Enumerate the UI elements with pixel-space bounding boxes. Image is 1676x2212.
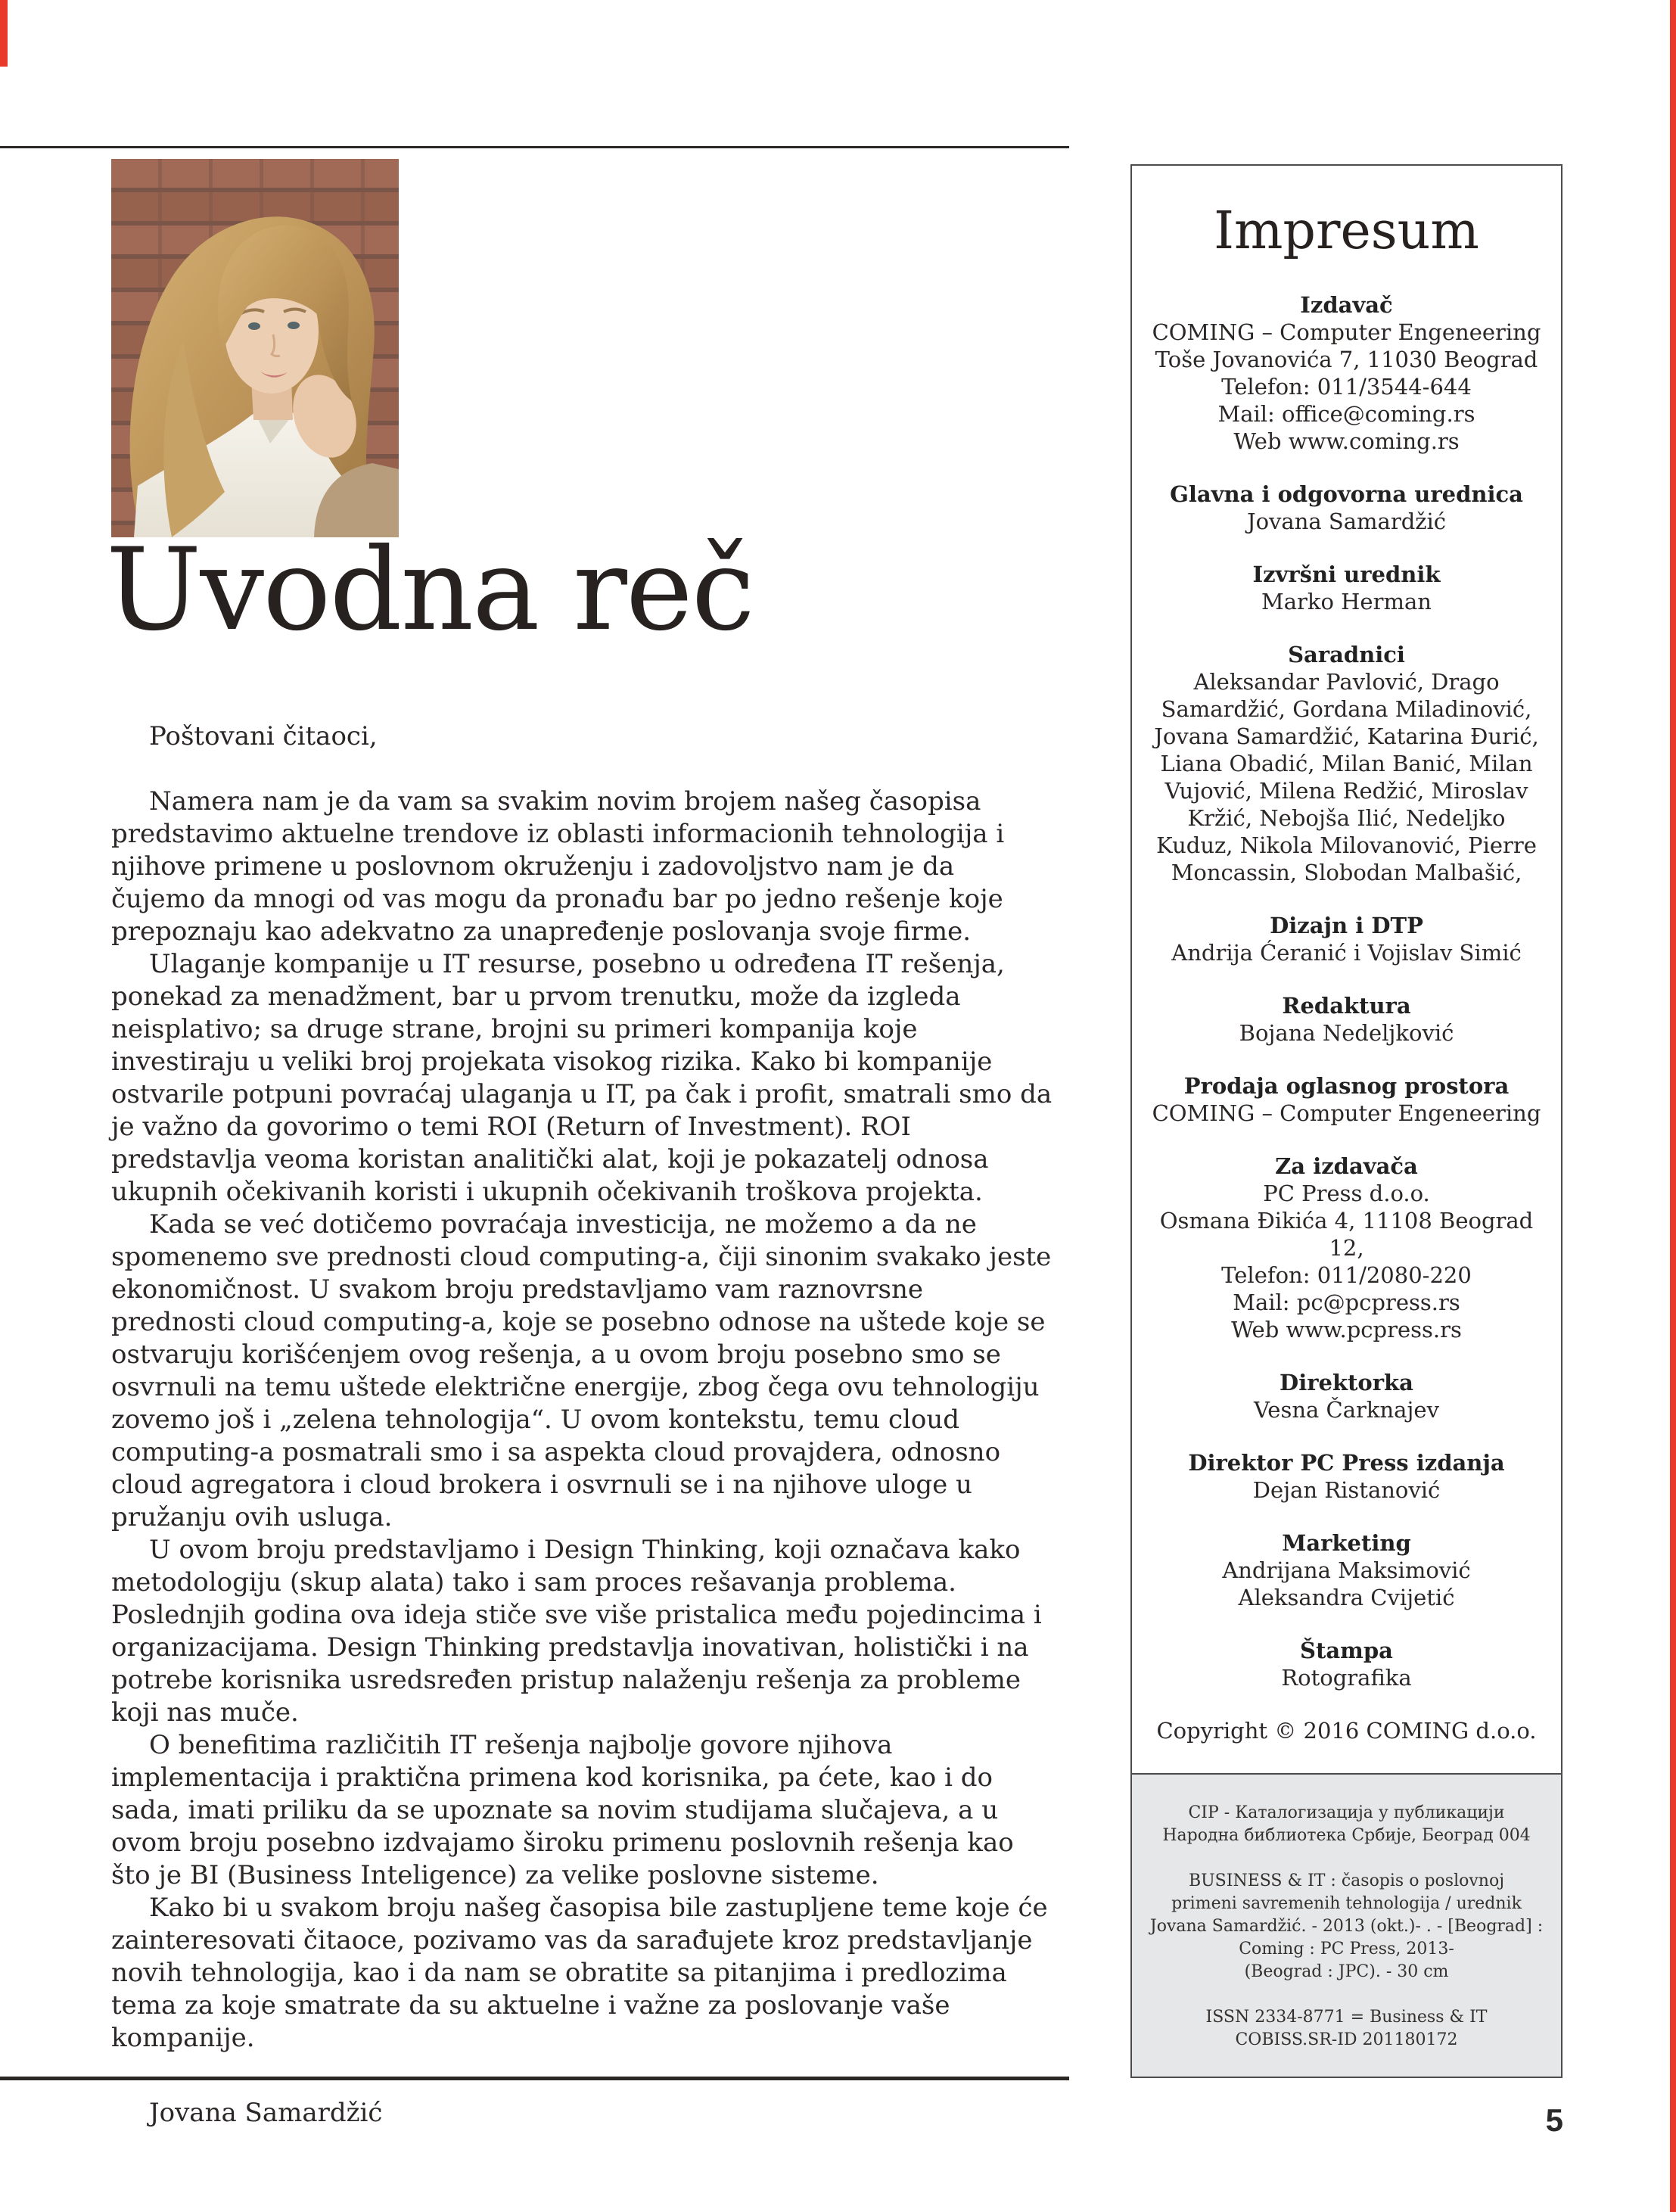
impresum-content bbox=[1132, 166, 1561, 1744]
impresum-section bbox=[1146, 1072, 1547, 1127]
impresum-section-line: Rotografika bbox=[1281, 1665, 1412, 1691]
cip-catalog-box bbox=[1132, 1773, 1561, 2077]
impresum-section-heading: Štampa bbox=[1300, 1638, 1393, 1663]
impresum-section-line: Dejan Ristanović bbox=[1252, 1477, 1441, 1503]
cip-line: CIP - Каталогизација у публикацији bbox=[1188, 1803, 1505, 1822]
impresum-section bbox=[1146, 561, 1547, 615]
impresum-section-line: Andrijana Maksimović bbox=[1222, 1557, 1471, 1583]
body-paragraph: Kada se već dotičemo povraćaja investicija, ne možemo a da ne spomenemo sve prednosti cloud computing-a, čiji sinonim svakako jeste ekonomičnost. U svakom broju predstavljamo vam raznovrsne prednosti cloud computing-a, koje se posebno odnose na uštede koje se ostvaruju korišćenjem ovog rešenja, a u ovom broju posebno smo se osvrnuli na temu uštede električne energije, zbog čega ovu tehnologiju zovemo još i „zelena tehnologija“. U ovom kontekstu, temu cloud computing-a posmatrali smo i sa aspekta cloud provajdera, odnosno cloud agregatora i cloud brokera i osvrnuli se i na njihove uloge u pružanju ovih usluga. bbox=[111, 1209, 1052, 1532]
bottom-rule bbox=[0, 2077, 1069, 2080]
impresum-box bbox=[1130, 164, 1563, 2078]
body-paragraph: Ulaganje kompanije u IT resurse, posebno u određena IT rešenja, ponekad za menadžment, bar u prvom trenutku, može da izgleda neisplativo; sa druge strane, brojni su primeri kompanija koje investiraju u veliki broj projekata visokog rizika. Kako bi kompanije ostvarile potpuni povraćaj ulaganja u IT, pa čak i profit, smatrali smo da je važno da govorimo o temi ROI (Return of Investment). ROI predstavlja veoma koristan analitički alat, koji je pokazatelj odnosa ukupnih očekivanih koristi i ukupnih očekivanih troškova projekta. bbox=[111, 949, 1053, 1207]
impresum-section-line: Osmana Đikića 4, 11108 Beograd 12, bbox=[1159, 1208, 1534, 1261]
copyright-line: Copyright © 2016 COMING d.o.o. bbox=[1156, 1718, 1537, 1744]
impresum-section-line: Aleksandra Cvijetić bbox=[1238, 1585, 1455, 1610]
greeting-line: Poštovani čitaoci, bbox=[149, 721, 378, 751]
impresum-section-heading: Redaktura bbox=[1282, 993, 1411, 1019]
impresum-section-line: Toše Jovanovića 7, 11030 Beograd bbox=[1155, 347, 1538, 372]
cip-line: primeni savremenih tehnologija / urednik bbox=[1171, 1894, 1522, 1913]
impresum-section-heading: Dizajn i DTP bbox=[1270, 913, 1423, 938]
cip-line bbox=[1132, 1983, 1561, 2006]
impresum-section-line: Marko Herman bbox=[1261, 589, 1432, 614]
impresum-section-heading: Marketing bbox=[1282, 1530, 1411, 1556]
portrait-illustration bbox=[111, 159, 399, 537]
impresum-section-line: Telefon: 011/3544-644 bbox=[1221, 374, 1472, 400]
impresum-section bbox=[1146, 1369, 1547, 1423]
impresum-section-heading: Prodaja oglasnog prostora bbox=[1183, 1073, 1510, 1099]
impresum-section-line: Liana Obadić, Milan Banić, Milan bbox=[1160, 751, 1533, 776]
cip-line: Coming : PC Press, 2013- bbox=[1239, 1940, 1454, 1958]
impresum-section-heading: Izvršni urednik bbox=[1252, 562, 1441, 587]
impresum-section-line: Mail: pc@pcpress.rs bbox=[1233, 1290, 1460, 1315]
body-paragraph: U ovom broju predstavljamo i Design Thinking, koji označava kako metodologiju (skup alata) tako i sam proces rešavanja problema. Poslednjih godina ova ideja stiče sve više pristalica među pojedincima i organizacijama. Design Thinking predstavlja inovativan, holistički i na potrebe korisnika usredsređen pristup nalaženju rešenja za probleme koji nas muče. bbox=[111, 1535, 1042, 1728]
body-paragraph: Namera nam je da vam sa svakim novim brojem našeg časopisa predstavimo aktuelne trendove iz oblasti informacionih tehnologija i njihove primene u poslovnom okruženju i zadovoljstvo nam je da čujemo da mnogi od vas mogu da pronađu bar po jedno rešenje koje prepoznaju kao adekvatno za unapređenje poslovanja svoje firme. bbox=[111, 786, 1005, 947]
cip-line: COBISS.SR-ID 201180172 bbox=[1235, 2030, 1458, 2049]
impresum-section bbox=[1146, 1153, 1547, 1343]
impresum-section bbox=[1146, 291, 1547, 455]
red-edge-bar-right bbox=[1670, 0, 1676, 2212]
impresum-section-line: Kržić, Nebojša Ilić, Nedeljko bbox=[1187, 805, 1506, 831]
cip-line: Народна библиотека Србије, Београд 004 bbox=[1162, 1826, 1531, 1845]
impresum-section-heading: Za izdavača bbox=[1275, 1153, 1418, 1179]
impresum-section-line: Moncassin, Slobodan Malbašić, bbox=[1171, 860, 1522, 885]
impresum-sections bbox=[1146, 291, 1547, 1691]
impresum-section-line: Bojana Nedeljković bbox=[1239, 1020, 1454, 1046]
impresum-section bbox=[1146, 481, 1547, 535]
impresum-section-line: Jovana Samardžić bbox=[1246, 509, 1447, 534]
impresum-section-line: Telefon: 011/2080-220 bbox=[1221, 1262, 1472, 1288]
red-edge-bar-top-left bbox=[0, 0, 8, 67]
impresum-section bbox=[1146, 1449, 1547, 1504]
impresum-section bbox=[1146, 1529, 1547, 1611]
impresum-section-heading: Direktor PC Press izdanja bbox=[1188, 1450, 1505, 1476]
cip-line: ISSN 2334-8771 = Business & IT bbox=[1205, 2008, 1488, 2027]
article-body bbox=[111, 720, 1053, 2130]
impresum-section-heading: Glavna i odgovorna urednica bbox=[1170, 481, 1523, 507]
impresum-section-line: Andrija Ćeranić i Vojislav Simić bbox=[1171, 940, 1522, 966]
impresum-section-line: PC Press d.o.o. bbox=[1263, 1181, 1430, 1206]
impresum-section-line: Kuduz, Nikola Milovanović, Pierre bbox=[1156, 832, 1537, 858]
impresum-section-line: Vujović, Milena Redžić, Miroslav bbox=[1164, 778, 1528, 804]
page-number: 5 bbox=[1545, 2102, 1563, 2138]
editor-portrait-photo bbox=[111, 159, 399, 537]
top-rule bbox=[0, 146, 1069, 148]
impresum-section-line: Aleksandar Pavlović, Drago bbox=[1193, 669, 1500, 695]
body-paragraph: Kako bi u svakom broju našeg časopisa bile zastupljene teme koje će zainteresovati čitaoce, pozivamo vas da sarađujete kroz predstavljanje novih tehnologija, kao i da nam se obratite sa pitanjima i predlozima tema za koje smatrate da su aktuelne i važne za poslovanje vaše kompanije. bbox=[111, 1893, 1048, 2053]
impresum-section-line: Mail: office@coming.rs bbox=[1217, 401, 1475, 427]
signature: Jovana Samardžić bbox=[149, 2098, 383, 2128]
impresum-section bbox=[1146, 641, 1547, 886]
impresum-section-line: Web www.pcpress.rs bbox=[1231, 1317, 1462, 1342]
cip-line: Jovana Samardžić. - 2013 (okt.)- . - [Beograd] : bbox=[1149, 1917, 1544, 1936]
impresum-section-line: Jovana Samardžić, Katarina Đurić, bbox=[1154, 723, 1539, 749]
impresum-section-heading: Izdavač bbox=[1300, 292, 1393, 318]
impresum-heading: Impresum bbox=[1214, 201, 1479, 261]
cip-line: (Beograd : JPC). - 30 cm bbox=[1244, 1962, 1449, 1981]
impresum-section-line: Vesna Čarknajev bbox=[1254, 1397, 1439, 1423]
impresum-section-heading: Direktorka bbox=[1280, 1370, 1413, 1395]
body-paragraph: O benefitima različitih IT rešenja najbolje govore njihova implementacija i praktična primena kod korisnika, pa ćete, kao i do sada, imati priliku da se upoznate sa novim studijama slučajeva, a u ovom broju posebno izdvajamo široku primenu poslovnih rešenja kao što je BI (Business Inteligence) za velike poslovne sisteme. bbox=[111, 1730, 1014, 1890]
impresum-section bbox=[1146, 992, 1547, 1047]
impresum-section-line: COMING – Computer Engeneering bbox=[1152, 319, 1541, 345]
impresum-section bbox=[1146, 1637, 1547, 1691]
body-paragraphs bbox=[111, 786, 1053, 2055]
impresum-section-line: COMING – Computer Engeneering bbox=[1152, 1100, 1541, 1126]
impresum-section-line: Web www.coming.rs bbox=[1233, 428, 1460, 454]
impresum-section-line: Samardžić, Gordana Miladinović, bbox=[1161, 696, 1532, 722]
page-title: Uvodna reč bbox=[106, 524, 754, 656]
cip-line: BUSINESS & IT : časopis o poslovnoj bbox=[1188, 1871, 1505, 1890]
impresum-section-heading: Saradnici bbox=[1288, 642, 1405, 667]
cip-line bbox=[1132, 1847, 1561, 1870]
impresum-section bbox=[1146, 912, 1547, 966]
